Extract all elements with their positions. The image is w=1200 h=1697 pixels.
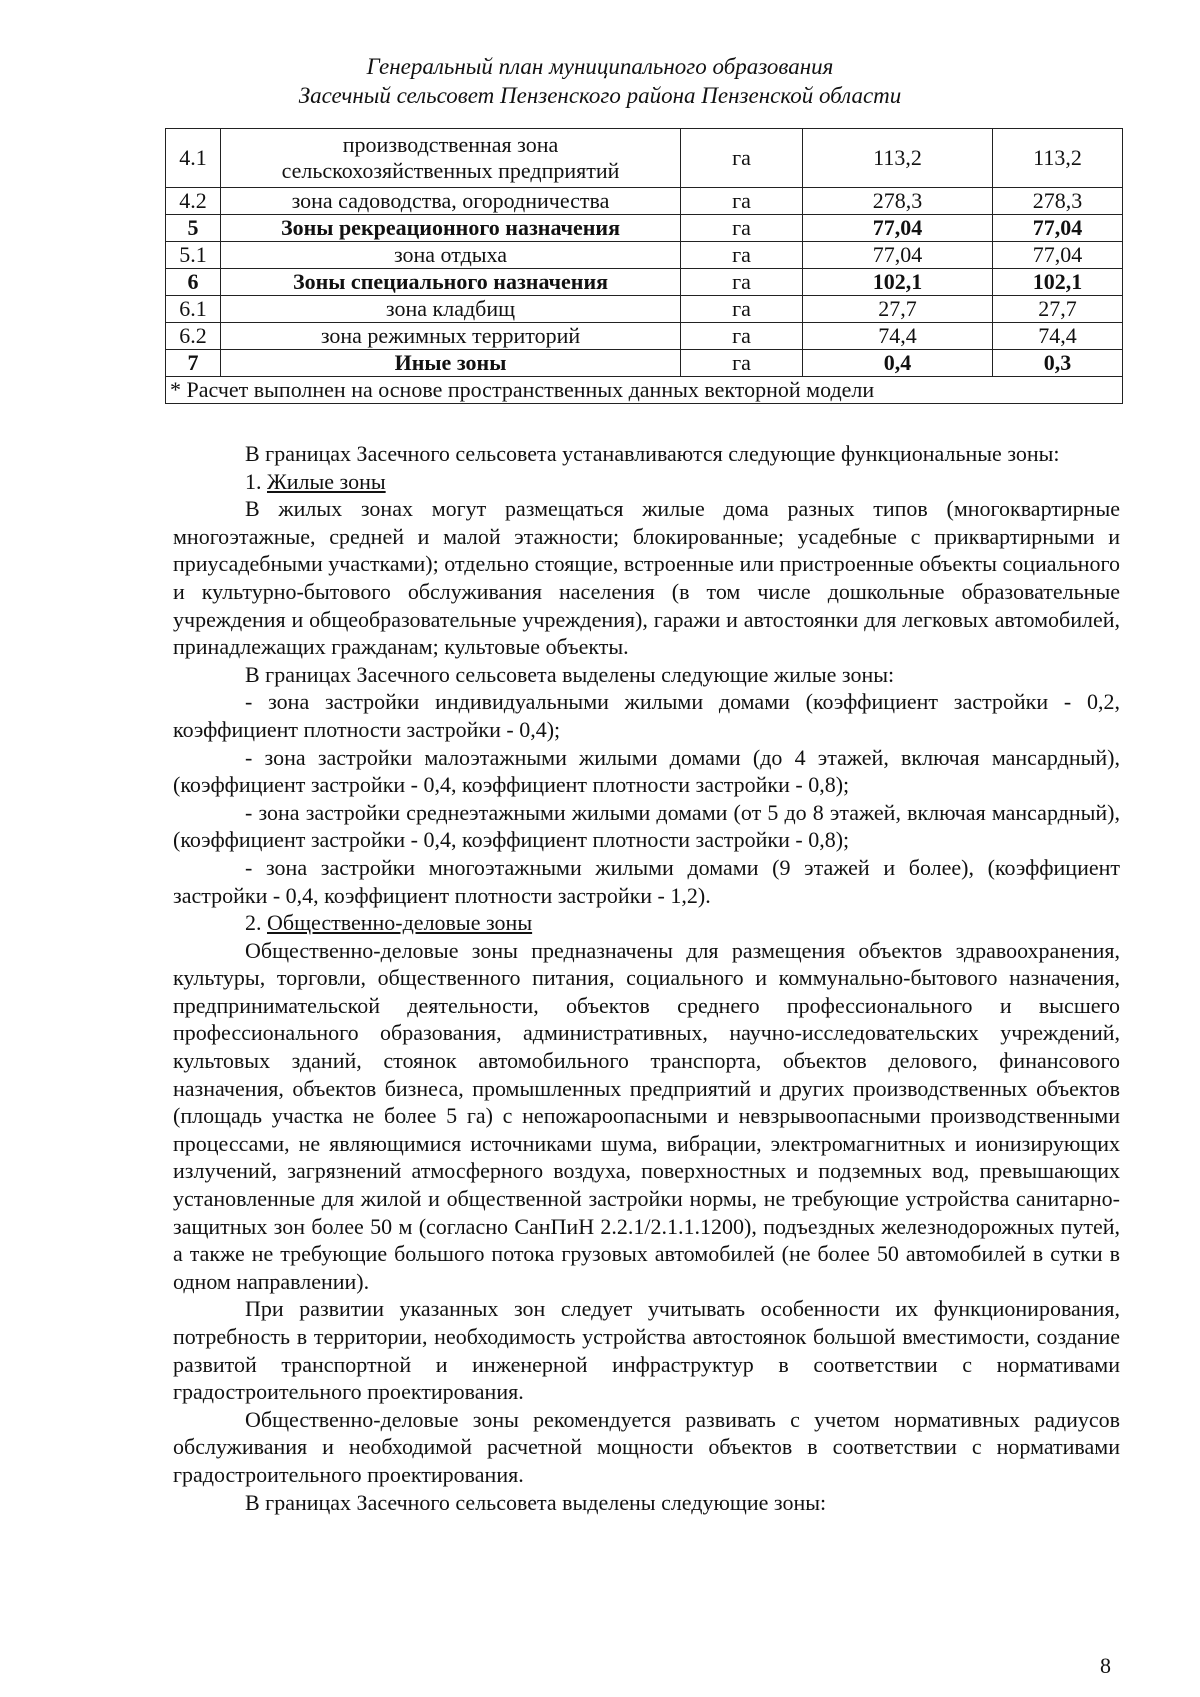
paragraph: В границах Засечного сельсовета выделены следующие жилые зоны:: [245, 661, 895, 687]
value-current: 77,04: [803, 215, 993, 242]
zone-name-line-1: производственная зона: [342, 132, 559, 157]
page-number: 8: [1100, 1653, 1111, 1678]
header-line-2: Засечный сельсовет Пензенского района Пензенской области: [298, 83, 902, 108]
value-current: 74,4: [803, 323, 993, 350]
value-planned: 74,4: [993, 323, 1123, 350]
table-footnote: * Расчет выполнен на основе пространственных данных векторной модели: [166, 377, 1123, 404]
table-row: [166, 188, 1123, 215]
value-planned: 27,7: [993, 296, 1123, 323]
paragraph: Общественно-деловые зоны рекомендуется развивать с учетом нормативных радиусов обслуживания и необходимой расчетной мощности объектов в соответствии с нормативами градостроительного проектирования.: [173, 1406, 1120, 1487]
row-number: 4.2: [166, 188, 221, 215]
row-number: 7: [166, 350, 221, 377]
value-current: 77,04: [803, 242, 993, 269]
row-number: 5: [166, 215, 221, 242]
value-current: 113,2: [803, 129, 993, 188]
table-row: [166, 215, 1123, 242]
zone-name: зона кладбищ: [221, 296, 681, 323]
paragraph: Общественно-деловые зоны предназначены для размещения объектов здравоохранения, культуры, торговли, общественного питания, социального и коммунально-бытового назначения, предпринимательской деятельности, объектов среднего профессионального и высшего профессионального образования, административных, научно-исследовательских учреждений, культовых зданий, стоянок автомобильного транспорта, объектов делового, финансового назначения, объектов бизнеса, промышленных предприятий и других производственных объектов (площадь участка не более 5 га) с непожароопасными и невзрывоопасными производственными процессами, не являющимися источниками шума, вибрации, электромагнитных и ионизирующих излучений, загрязнений атмосферного воздуха, поверхностных и подземных вод, превышающих установленные для жилой и общественной застройки нормы, не требующие устройства санитарно-защитных зон более 50 м (согласно СанПиН 2.2.1/2.1.1.1200), подъездных железнодорожных путей, а также не требующие большого потока грузовых автомобилей (не более 50 автомобилей в сутки в одном направлении).: [173, 937, 1120, 1294]
value-planned: 77,04: [993, 242, 1123, 269]
unit: га: [681, 350, 803, 377]
table-row: [166, 129, 1123, 188]
list-item: - зона застройки многоэтажными жилыми домами (9 этажей и более), (коэффициент застройки - 0,4, коэффициент плотности застройки - 1,2).: [173, 854, 1120, 908]
running-header: [0, 52, 1200, 110]
section-heading-residential: [173, 468, 1120, 496]
table-row: [166, 242, 1123, 269]
zone-name: зона садоводства, огородничества: [221, 188, 681, 215]
paragraph-intro: В границах Засечного сельсовета устанавливаются следующие функциональные зоны:: [245, 441, 1060, 466]
table-row: [166, 269, 1123, 296]
list-item: - зона застройки индивидуальными жилыми домами (коэффициент застройки - 0,2, коэффициент плотности застройки - 0,4);: [173, 689, 1120, 742]
value-planned: 77,04: [993, 215, 1123, 242]
row-number: 4.1: [166, 129, 221, 188]
paragraph: При развитии указанных зон следует учитывать особенности их функционирования, потребность в территории, необходимость устройства автостоянок большой вместимости, создание развитой транспортной и инженерной инфраструктур в соответствии с нормативами градостроительного проектирования.: [173, 1296, 1120, 1405]
unit: га: [681, 323, 803, 350]
row-number: 6.1: [166, 296, 221, 323]
zone-name: Зоны рекреационного назначения: [221, 215, 681, 242]
zone-name-line-2: сельскохозяйственных предприятий: [281, 158, 620, 183]
value-current: 102,1: [803, 269, 993, 296]
value-planned: 0,3: [993, 350, 1123, 377]
value-current: 0,4: [803, 350, 993, 377]
zones-table: [165, 128, 1123, 404]
body-text: [173, 440, 1120, 1516]
zone-name: зона отдыха: [221, 242, 681, 269]
row-number: 6.2: [166, 323, 221, 350]
unit: га: [681, 129, 803, 188]
value-current: 278,3: [803, 188, 993, 215]
table-row: [166, 350, 1123, 377]
table-footnote-row: [166, 377, 1123, 404]
row-number: 6: [166, 269, 221, 296]
paragraph: В границах Засечного сельсовета выделены следующие зоны:: [245, 1489, 827, 1515]
table-row: [166, 323, 1123, 350]
value-current: 27,7: [803, 296, 993, 323]
value-planned: 102,1: [993, 269, 1123, 296]
paragraph: В жилых зонах могут размещаться жилые дома разных типов (многоквартирные многоэтажные, средней и малой этажности; блокированные; усадебные с приквартирными и приусадебными участками); отдельно стоящие, встроенные или пристроенные объекты социального и культурно-бытового обслуживания населения (в том числе дошкольные образовательные учреждения и общеобразовательные учреждения), гаражи и автостоянки для легковых автомобилей, принадлежащих гражданам; культовые объекты.: [173, 496, 1120, 660]
unit: га: [681, 296, 803, 323]
unit: га: [681, 215, 803, 242]
zone-name: [221, 129, 681, 188]
section-number: 2.: [245, 910, 267, 936]
zone-name: зона режимных территорий: [221, 323, 681, 350]
section-title: Общественно-деловые зоны: [267, 910, 533, 936]
value-planned: 113,2: [993, 129, 1123, 188]
row-number: 5.1: [166, 242, 221, 269]
section-number: 1.: [245, 468, 267, 494]
table-row: [166, 296, 1123, 323]
zone-name: Иные зоны: [221, 350, 681, 377]
header-line-1: Генеральный план муниципального образования: [366, 54, 834, 79]
section-title: Жилые зоны: [267, 468, 386, 494]
value-planned: 278,3: [993, 188, 1123, 215]
unit: га: [681, 188, 803, 215]
list-item: - зона застройки малоэтажными жилыми домами (до 4 этажей, включая мансардный), (коэффициент застройки - 0,4, коэффициент плотности застройки - 0,8);: [173, 744, 1120, 798]
unit: га: [681, 242, 803, 269]
zone-name: Зоны специального назначения: [221, 269, 681, 296]
section-heading-public-business: [173, 909, 1120, 937]
list-item: - зона застройки среднеэтажными жилыми домами (от 5 до 8 этажей, включая мансардный), (коэффициент застройки - 0,4, коэффициент плотности застройки - 0,8);: [173, 799, 1120, 853]
unit: га: [681, 269, 803, 296]
